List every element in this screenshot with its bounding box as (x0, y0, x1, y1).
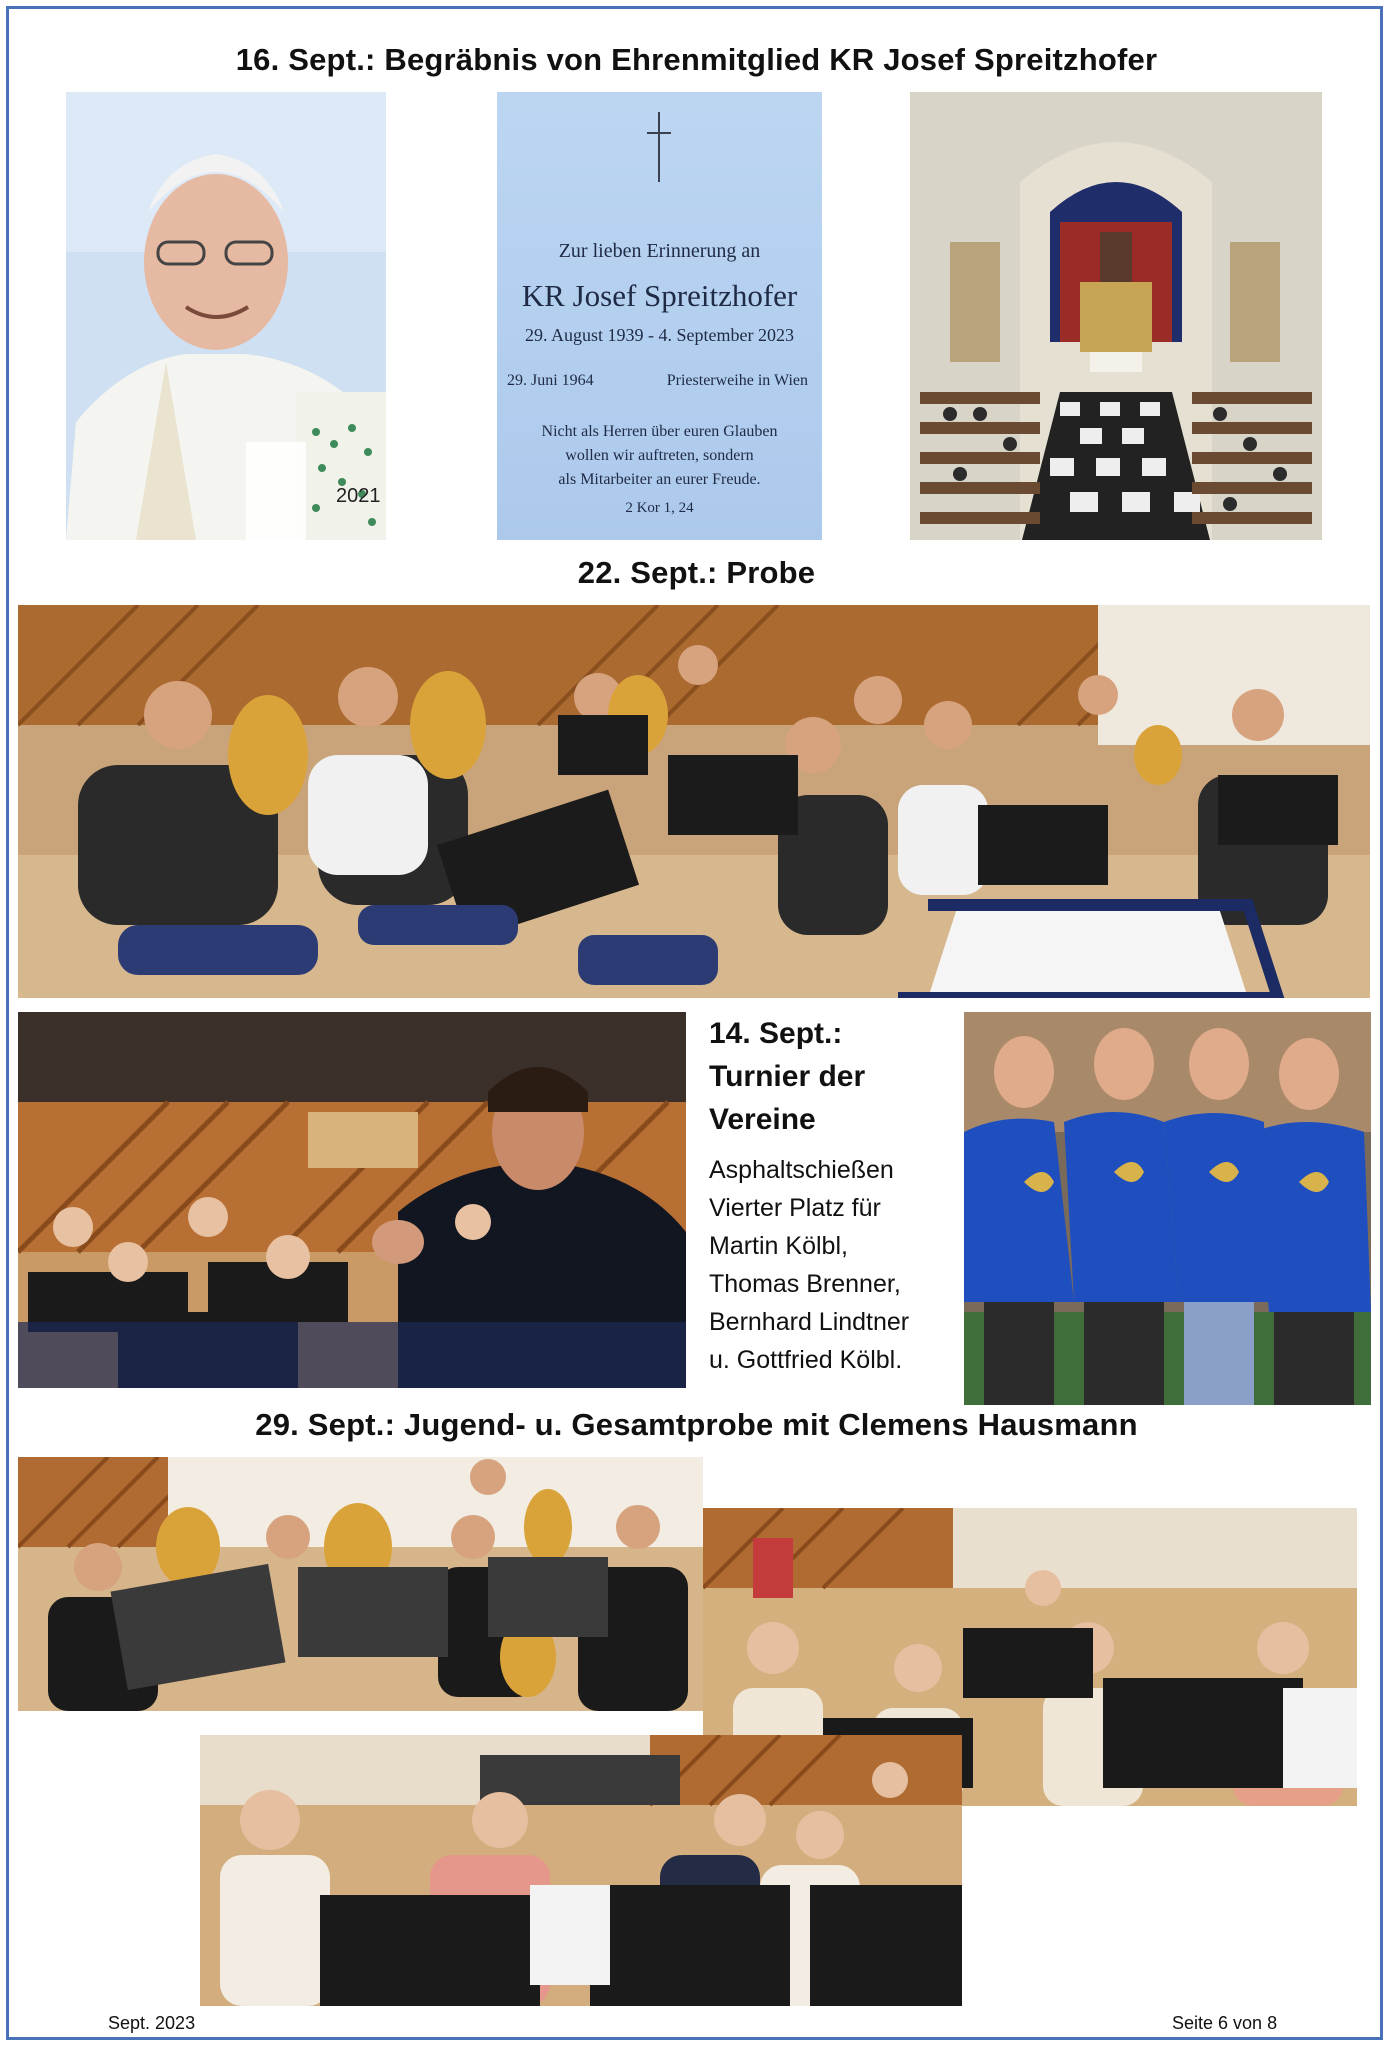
tournament-title (709, 1012, 964, 1141)
card-name: KR Josef Spreitzhofer (521, 278, 798, 313)
photo-year-label: 2021 (336, 485, 381, 507)
rehearsal-photo (18, 605, 1370, 998)
cross-icon (647, 112, 671, 182)
memorial-card (497, 92, 822, 540)
card-quote-line: Nicht als Herren über euren Glauben (541, 423, 778, 440)
tournament-body-line: Vierter Platz für (709, 1194, 881, 1222)
tournament-body-line: Asphaltschießen (709, 1156, 894, 1184)
tournament-text (709, 1012, 964, 1379)
card-quote (497, 420, 822, 492)
tournament-body-line: u. Gottfried Kölbl. (709, 1346, 903, 1374)
card-ordination-date: 29. Juni 1964 (507, 372, 594, 389)
tournament-title-line: Turnier der (709, 1060, 866, 1093)
youth-rehearsal-photo-1 (18, 1457, 703, 1711)
tournament-title-line: Vereine (709, 1103, 816, 1136)
tournament-body-line: Bernhard Lindtner (709, 1308, 910, 1336)
card-dates: 29. August 1939 - 4. September 2023 (525, 325, 794, 345)
footer-date: Sept. 2023 (108, 2013, 196, 2033)
card-intro: Zur lieben Erinnerung an (558, 240, 761, 262)
heading-rehearsal: 22. Sept.: Probe (577, 555, 816, 590)
heading-funeral: 16. Sept.: Begräbnis von Ehrenmitglied KR Josef Spreitzhofer (235, 42, 1158, 77)
conductor-photo (18, 1012, 686, 1388)
tournament-body (709, 1151, 964, 1379)
card-quote-line: wollen wir auftreten, sondern (565, 447, 754, 464)
tournament-body-line: Martin Kölbl, (709, 1232, 848, 1260)
tournament-team-photo (964, 1012, 1371, 1405)
tournament-body-line: Thomas Brenner, (709, 1270, 901, 1298)
youth-rehearsal-photo-3 (200, 1735, 962, 2006)
portrait-photo (66, 92, 386, 540)
church-interior-photo (910, 92, 1322, 540)
card-quote-line: als Mitarbeiter an eurer Freude. (558, 471, 761, 488)
card-ordination-text: Priesterweihe in Wien (666, 372, 808, 389)
heading-youth-rehearsal: 29. Sept.: Jugend- u. Gesamtprobe mit Clemens Hausmann (255, 1407, 1138, 1442)
tournament-title-line: 14. Sept.: (709, 1017, 843, 1050)
footer-page-number: Seite 6 von 8 (1172, 2013, 1278, 2033)
card-reference: 2 Kor 1, 24 (625, 500, 694, 516)
